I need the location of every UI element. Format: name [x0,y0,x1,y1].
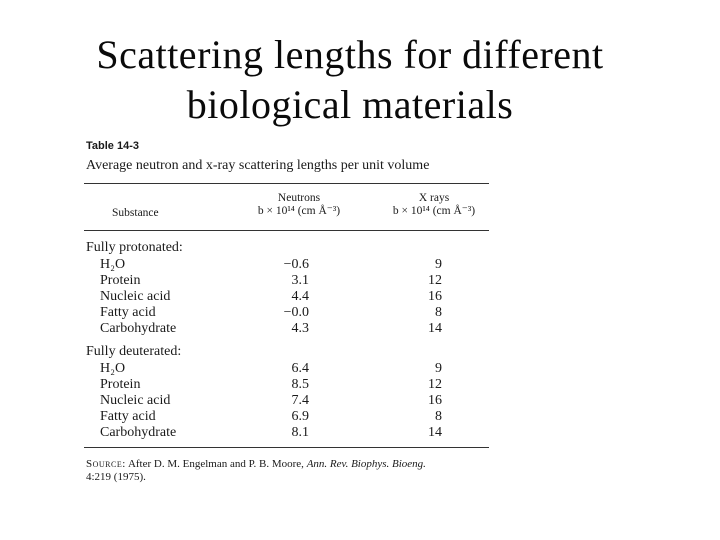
cell-xrays: 14 [428,321,442,336]
group-label-protonated: Fully protonated: [86,240,183,255]
cell-substance: Fatty acid [100,305,156,320]
cell-neutrons: −0.6 [283,257,309,272]
source-citation: 4:219 (1975). [86,471,146,483]
cell-substance: Nucleic acid [100,289,171,304]
cell-neutrons: 4.4 [291,289,309,304]
cell-substance: Carbohydrate [100,425,177,440]
cell-substance: Protein [100,377,141,392]
header-xrays-title: X rays [418,192,450,204]
slide-title-line-2: biological materials [186,82,514,127]
table-top-rule [84,183,489,184]
table-number: Table 14-3 [86,140,139,152]
cell-xrays: 9 [435,361,442,376]
table-row [84,257,484,273]
table-row [84,409,484,425]
table-row [84,321,484,337]
cell-neutrons: 4.3 [291,321,309,336]
cell-xrays: 12 [428,377,442,392]
header-neutrons-unit: b × 10¹⁴ (cm Å⁻³) [257,205,341,217]
cell-neutrons: 8.5 [291,377,309,392]
cell-substance: Protein [100,273,141,288]
cell-xrays: 9 [435,257,442,272]
table-row [84,393,484,409]
cell-neutrons: 6.4 [291,361,309,376]
cell-xrays: 8 [435,305,442,320]
slide-title [0,30,700,130]
cell-xrays: 12 [428,273,442,288]
cell-substance: H₂O [100,361,126,376]
header-xrays-unit: b × 10¹⁴ (cm Å⁻³) [392,205,476,217]
table-bottom-rule [84,447,489,448]
cell-substance: Nucleic acid [100,393,171,408]
header-substance: Substance [112,207,159,219]
cell-neutrons: 8.1 [291,425,309,440]
source-authors: After D. M. Engelman and P. B. Moore, [127,458,304,470]
cell-substance: H₂O [100,257,126,272]
header-xrays [374,192,494,218]
header-neutrons [234,192,364,218]
slide-title-line-1: Scattering lengths for different [96,32,604,77]
table-source-note [86,458,494,484]
cell-xrays: 14 [428,425,442,440]
table-caption: Average neutron and x-ray scattering lengths per unit volume [86,158,430,173]
header-neutrons-title: Neutrons [277,192,321,204]
cell-xrays: 8 [435,409,442,424]
table-header-rule [84,230,489,231]
table-row [84,273,484,289]
cell-substance: Fatty acid [100,409,156,424]
scanned-table [84,140,494,485]
source-label: Source: [86,458,126,470]
table-row [84,425,484,441]
cell-xrays: 16 [428,289,442,304]
source-journal: Ann. Rev. Biophys. Bioeng. [306,458,426,470]
cell-substance: Carbohydrate [100,321,177,336]
cell-neutrons: 3.1 [291,273,309,288]
table-row [84,377,484,393]
table-row [84,305,484,321]
table-row [84,289,484,305]
cell-xrays: 16 [428,393,442,408]
cell-neutrons: −0.0 [283,305,309,320]
cell-neutrons: 6.9 [291,409,309,424]
cell-neutrons: 7.4 [291,393,309,408]
table-row [84,361,484,377]
group-label-deuterated: Fully deuterated: [86,344,182,359]
